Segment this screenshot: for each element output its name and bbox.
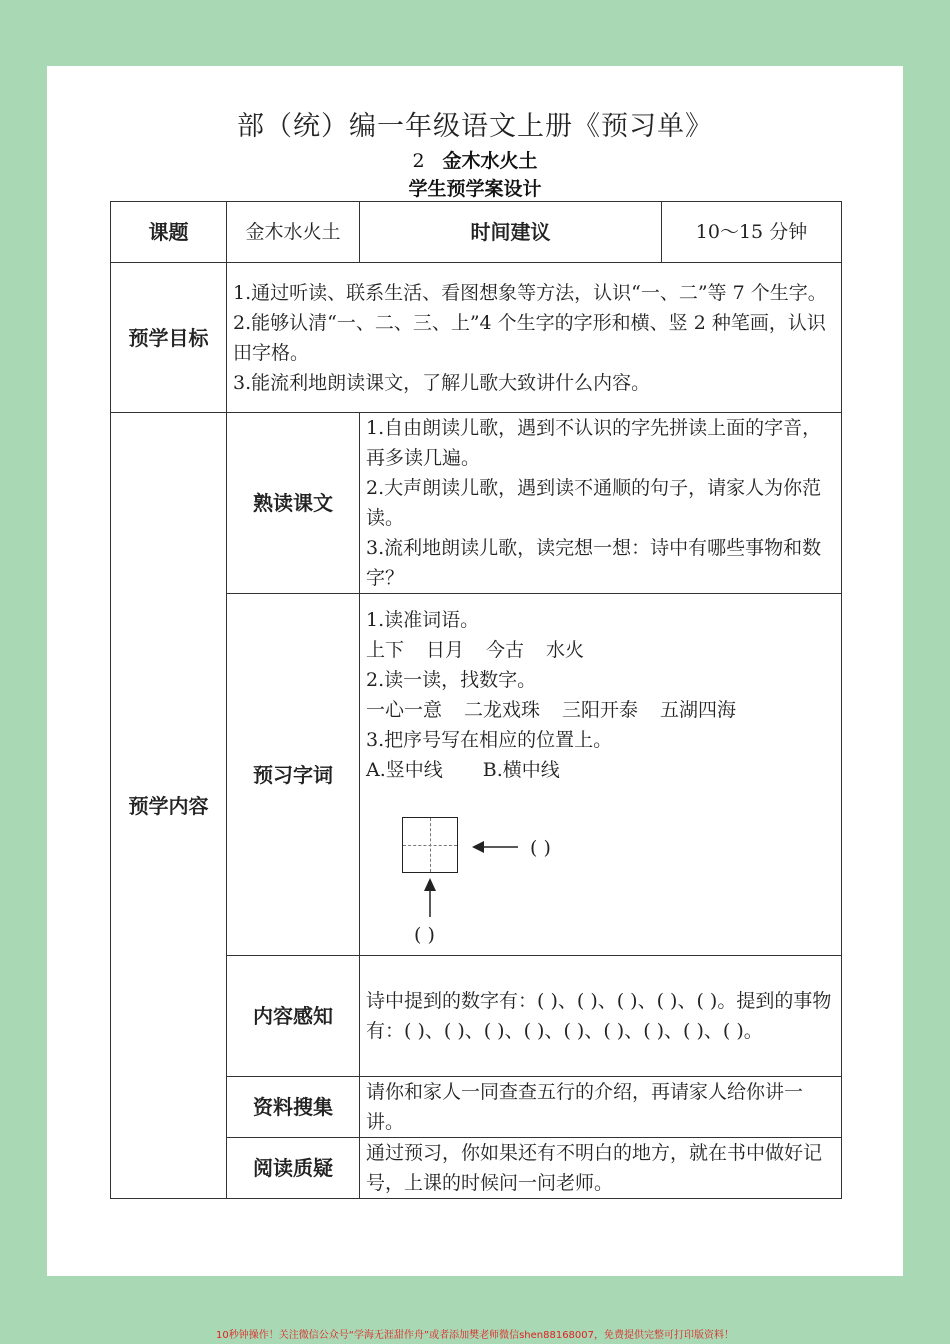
q3-options: [366, 755, 835, 785]
questions-text: 通过预习，你如果还有不明白的地方，就在书中做好记号，上课的时候问一问老师。: [360, 1138, 842, 1199]
lesson-heading: [0, 146, 950, 173]
word: 上下: [366, 638, 405, 661]
page-subtitle: 学生预学案设计: [408, 178, 542, 200]
reading-item: 2.大声朗读儿歌，遇到读不通顺的句子，请家人为你范读。: [366, 477, 822, 529]
goal-item: 3.能流利地朗读课文，了解儿歌大致讲什么内容。: [233, 371, 651, 394]
reading-row: [111, 413, 842, 594]
page-title: 部（统）编一年级语文上册《预习单》: [237, 111, 713, 142]
goal-item: 2.能够认清“一、二、三、上”4 个生字的字形和横、竖 2 种笔画，认识田字格。: [233, 311, 826, 364]
reading-label: 熟读课文: [227, 413, 360, 594]
lesson-title: 金木水火土: [442, 150, 538, 172]
reading-item: 3.流利地朗读儿歌，读完想一想：诗中有哪些事物和数字？: [366, 537, 822, 589]
research-text: 请你和家人一同查查五行的介绍，再请家人给你讲一讲。: [360, 1077, 842, 1138]
option-a: A.竖中线: [366, 758, 443, 781]
topic-label: 课题: [111, 202, 227, 263]
words-label: 预习字词: [227, 594, 360, 956]
topic-value: 金木水火土: [227, 202, 360, 263]
topic-row: [111, 202, 842, 263]
reading-cell: [360, 413, 842, 594]
up-arrow-icon: [424, 878, 436, 917]
goals-row: [111, 263, 842, 413]
lesson-number: 2: [412, 150, 425, 172]
preview-table: [110, 201, 842, 1199]
idiom: 一心一意: [366, 698, 443, 721]
option-b: B.横中线: [482, 758, 560, 781]
reading-item: 1.自由朗读儿歌，遇到不认识的字先拼读上面的字音，再多读几遍。: [366, 417, 822, 469]
time-label: 时间建议: [360, 202, 662, 263]
idiom: 三阳开泰: [562, 698, 639, 721]
q2-word-list: [366, 695, 835, 725]
questions-label: 阅读质疑: [227, 1138, 360, 1199]
tianzige-diagram: [366, 785, 835, 945]
word: 日月: [426, 638, 465, 661]
time-value: 10～15 分钟: [662, 202, 842, 263]
footer-notice: 10秒钟操作！关注微信公众号“学海无涯甜作舟”或者添加樊老师微信shen88168007，免费提供完整可打印版资料！: [215, 1330, 735, 1341]
answer-blank-bottom[interactable]: ( ): [414, 923, 435, 946]
word: 水火: [546, 638, 585, 661]
perception-label: 内容感知: [227, 956, 360, 1077]
perception-text: 诗中提到的数字有：( )、( )、( )、( )、( )。提到的事物有：( )、( )、( )、( )、( )、( )、( )、( )、( )。: [360, 956, 842, 1077]
research-label: 资料搜集: [227, 1077, 360, 1138]
words-q3: 3.把序号写在相应的位置上。: [366, 728, 613, 751]
right-arrow-icon: [472, 841, 518, 853]
answer-blank-right[interactable]: ( ): [530, 836, 551, 859]
q1-word-list: [366, 635, 835, 665]
idiom: 五湖四海: [660, 698, 737, 721]
words-q2: 2.读一读，找数字。: [366, 668, 537, 691]
word: 今古: [486, 638, 525, 661]
goal-item: 1.通过听读、联系生活、看图想象等方法，认识“一、二”等 7 个生字。: [233, 281, 827, 304]
words-q1: 1.读准词语。: [366, 608, 480, 631]
goals-label: 预学目标: [111, 263, 227, 413]
idiom: 二龙戏珠: [464, 698, 541, 721]
words-cell: [360, 594, 842, 956]
goals-cell: [227, 263, 842, 413]
content-label: 预学内容: [111, 413, 227, 1199]
